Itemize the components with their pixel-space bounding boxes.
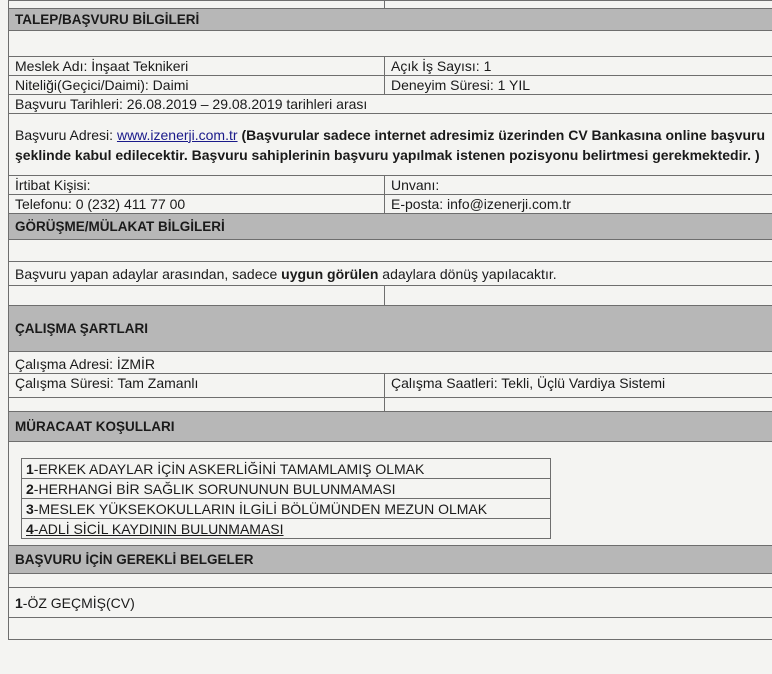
niteligi-field: Niteliği(Geçici/Daimi): Daimi [9,76,385,95]
basvuru-adresi: Başvuru Adresi: www.izenerji.com.tr (Başvurular sadece internet adresimiz üzerinden CV Bankasına online başvuru şeklinde kabul edilecektir. Başvuru sahiplerinin başvuru yapılmak istenen pozisyonu belirtmesi gerekmektedir. ) [9,114,772,176]
basvuru-tarihleri: Başvuru Tarihleri: 26.08.2019 – 29.08.2019 tarihleri arası [9,95,772,114]
section-heading-muracaat: MÜRACAAT KOŞULLARI [9,412,772,442]
calisma-adresi: Çalışma Adresi: İZMİR [9,352,772,374]
meslek-field: Meslek Adı: İnşaat Teknikeri [9,57,385,76]
section-heading-belgeler: BAŞVURU İÇİN GEREKLİ BELGELER [9,546,772,574]
section-heading-calisma: ÇALIŞMA ŞARTLARI [9,306,772,352]
deneyim-field: Deneyim Süresi: 1 YIL [385,76,772,95]
job-posting-table [8,0,772,640]
belge-item: 1-ÖZ GEÇMİŞ(CV) [9,588,772,618]
list-item: 2-HERHANGİ BİR SAĞLIK SORUNUNUN BULUNMAMASI [22,479,551,499]
eposta-field: E-posta: info@izenerji.com.tr [385,195,772,214]
list-item: 1-ERKEK ADAYLAR İÇİN ASKERLİĞİNİ TAMAMLAMIŞ OLMAK [22,459,551,479]
calisma-suresi: Çalışma Süresi: Tam Zamanlı [9,374,385,398]
kosullar-list [21,458,551,539]
irtibat-field: İrtibat Kişisi: [9,176,385,195]
list-item: 4-ADLİ SİCİL KAYDININ BULUNMAMASI [22,519,551,539]
acik-is-field: Açık İş Sayısı: 1 [385,57,772,76]
section-heading-gorusme: GÖRÜŞME/MÜLAKAT BİLGİLERİ [9,214,772,240]
list-item: 3-MESLEK YÜKSEKOKULLARIN İLGİLİ BÖLÜMÜNDEN MEZUN OLMAK [22,499,551,519]
calisma-saatleri: Çalışma Saatleri: Tekli, Üçlü Vardiya Sistemi [385,374,772,398]
muracaat-kosullari [9,442,772,546]
section-heading-talep: TALEP/BAŞVURU BİLGİLERİ [9,9,772,31]
gorusme-text: Başvuru yapan adaylar arasından, sadece uygun görülen adaylara dönüş yapılacaktır. [9,262,772,286]
website-link[interactable]: www.izenerji.com.tr [116,126,238,143]
unvan-field: Unvanı: [385,176,772,195]
basvuru-note: (Başvurular sadece internet adresimiz üzerinden CV Bankasına online başvuru şeklinde kabul edilecektir. Başvuru sahiplerinin başvuru yapılmak istenen pozisyonu belirtmesi gerekmektedir. ) [15,126,766,163]
telefon-field: Telefonu: 0 (232) 411 77 00 [9,195,385,214]
